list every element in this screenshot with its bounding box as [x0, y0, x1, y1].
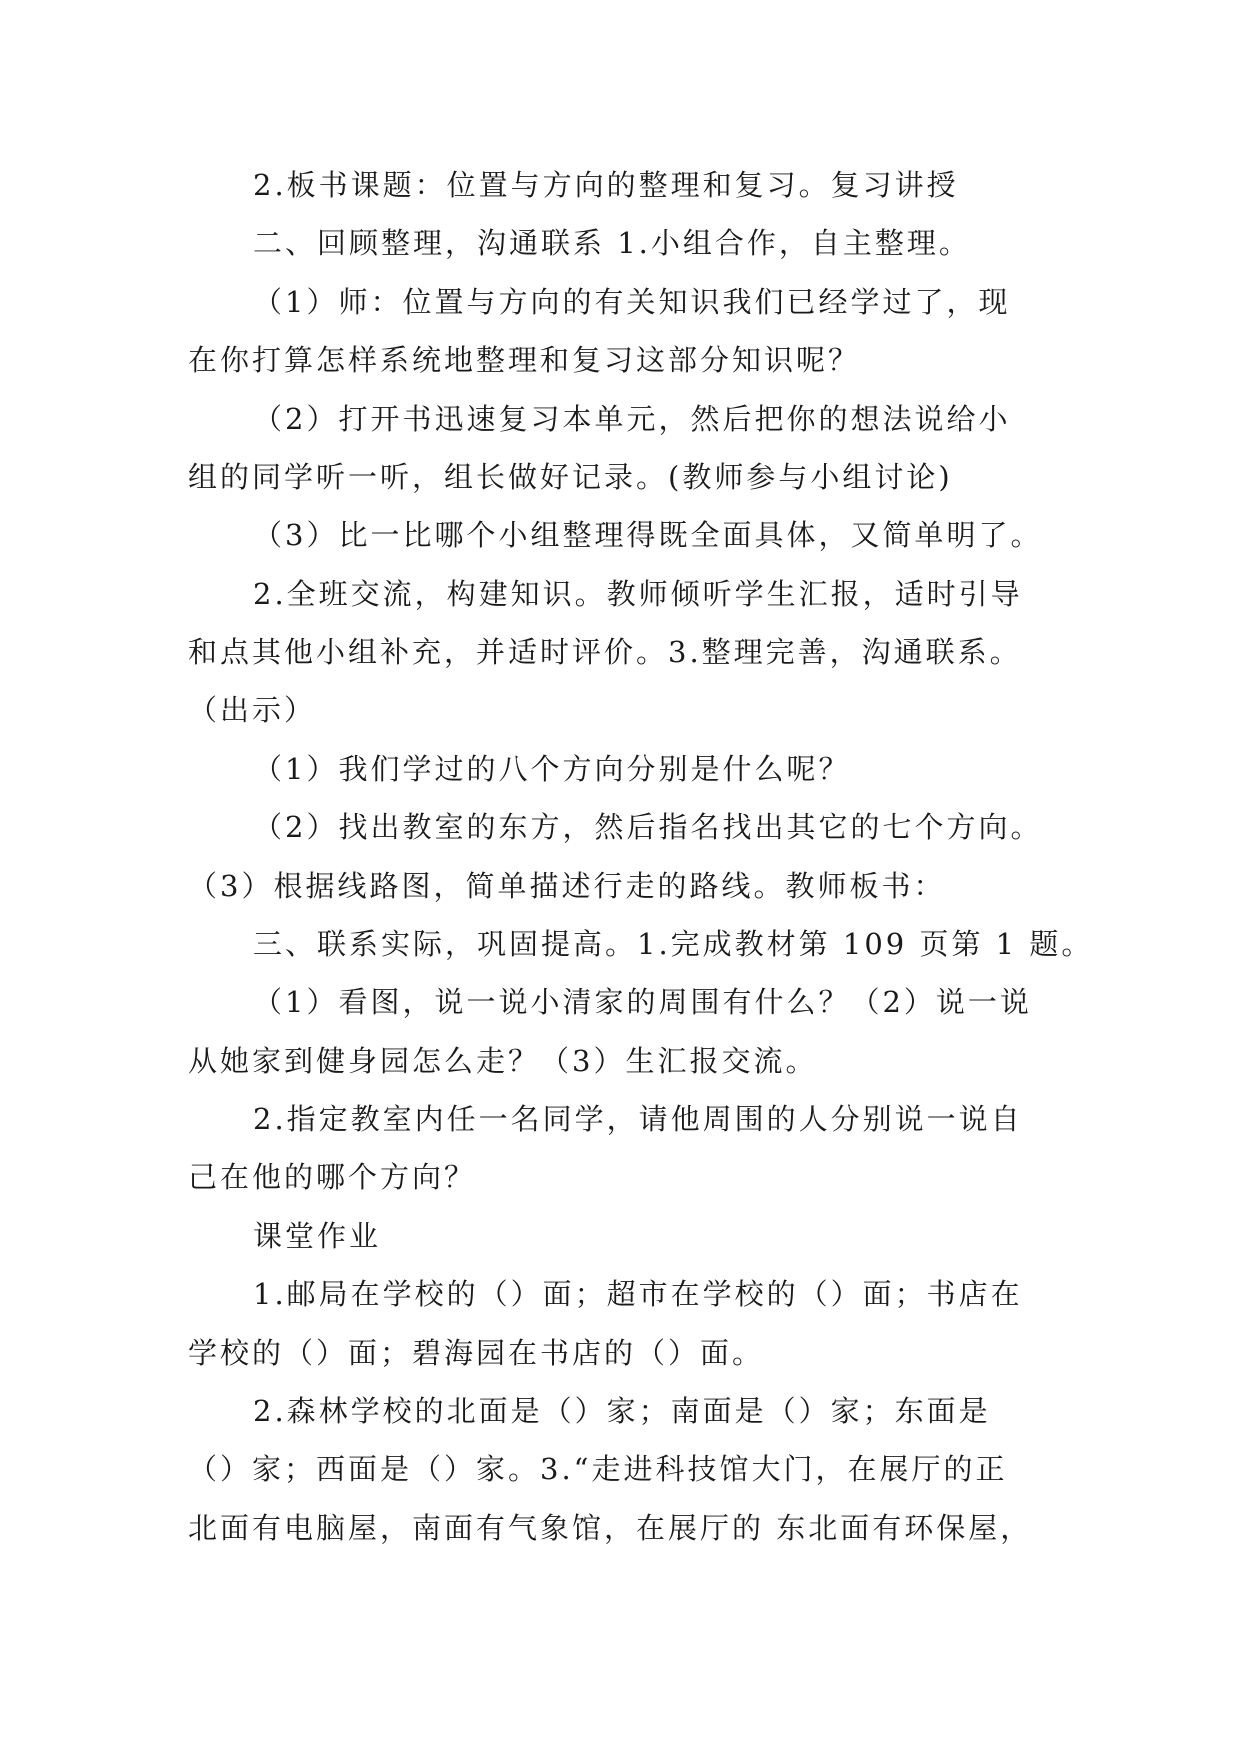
text-line-2: 二、回顾整理，沟通联系 1.小组合作，自主整理。	[253, 226, 971, 260]
text-line-14: 三、联系实际，巩固提高。1.完成教材第 109 页第 1 题。	[253, 927, 1094, 961]
text-line-23: （）家；西面是（）家。3.“走进科技馆大门，在展厅的正	[188, 1452, 1008, 1486]
text-line-13: （3）根据线路图，简单描述行走的路线。教师板书：	[188, 869, 946, 903]
text-line-7: （3）比一比哪个小组整理得既全面具体，又简单明了。	[253, 518, 1043, 552]
text-line-5: （2）打开书迅速复习本单元，然后把你的想法说给小	[253, 402, 1011, 436]
text-line-18: 己在他的哪个方向？	[188, 1160, 477, 1194]
text-line-20: 1.邮局在学校的（）面；超市在学校的（）面；书店在	[253, 1277, 1023, 1311]
text-line-1: 2.板书课题：位置与方向的整理和复习。复习讲授	[253, 168, 959, 202]
text-line-12: （2）找出教室的东方，然后指名找出其它的七个方向。	[253, 810, 1043, 844]
text-line-11: （1）我们学过的八个方向分别是什么呢？	[253, 752, 851, 786]
text-line-22: 2.森林学校的北面是（）家；南面是（）家；东面是	[253, 1394, 991, 1428]
text-line-3: （1）师：位置与方向的有关知识我们已经学过了，现	[253, 285, 1011, 319]
text-line-16: 从她家到健身园怎么走？（3）生汇报交流。	[188, 1044, 818, 1078]
text-line-15: （1）看图，说一说小清家的周围有什么？（2）说一说	[253, 985, 1032, 1019]
text-line-17: 2.指定教室内任一名同学，请他周围的人分别说一说自	[253, 1102, 1023, 1136]
text-line-10: （出示）	[188, 693, 317, 727]
text-line-9: 和点其他小组补充，并适时评价。3.整理完善，沟通联系。	[188, 635, 1022, 669]
text-line-24: 北面有电脑屋，南面有气象馆，在展厅的 东北面有环保屋，	[188, 1511, 1033, 1545]
section-heading-homework: 课堂作业	[253, 1219, 382, 1253]
text-line-8: 2.全班交流，构建知识。教师倾听学生汇报，适时引导	[253, 577, 1023, 611]
text-line-6: 组的同学听一听，组长做好记录。(教师参与小组讨论)	[188, 460, 953, 494]
text-line-21: 学校的（）面；碧海园在书店的（）面。	[188, 1336, 765, 1370]
text-line-4: 在你打算怎样系统地整理和复习这部分知识呢？	[188, 343, 861, 377]
